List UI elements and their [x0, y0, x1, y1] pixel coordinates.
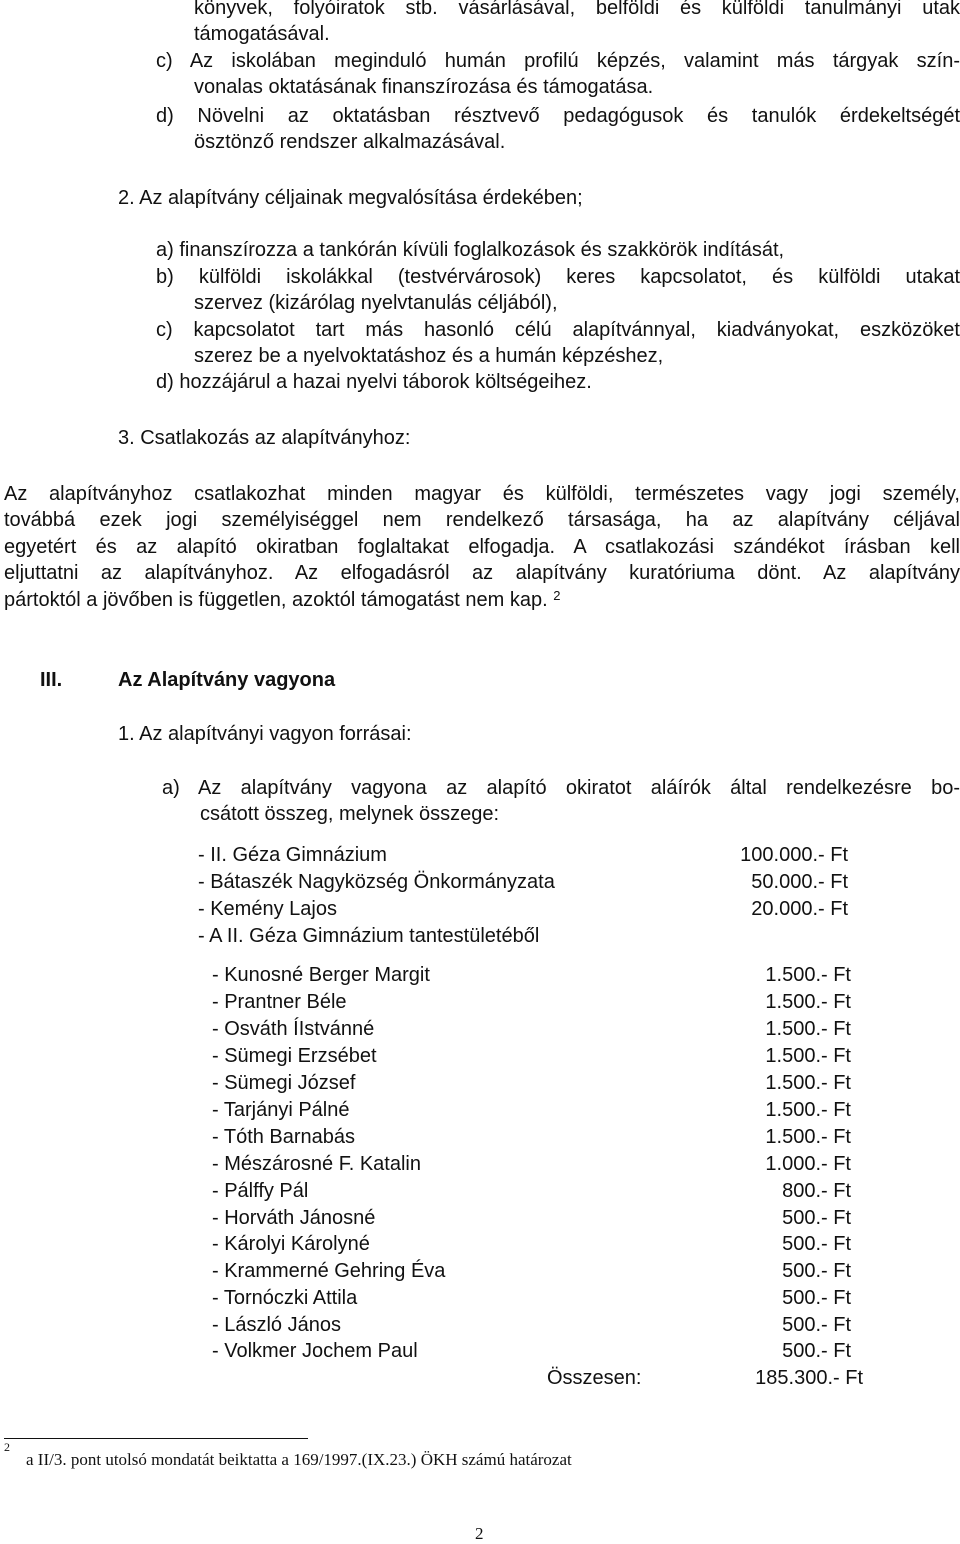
list-item-b: b) külföldi iskolákkal (testvérvárosok) keres kapcsolatot, és külföldi utakat: [156, 266, 960, 288]
total-amount: 185.300.- Ft: [755, 1367, 863, 1389]
text-line: szervez (kizárólag nyelvtanulás céljából),: [194, 292, 558, 314]
section-heading: 3. Csatlakozás az alapítványhoz:: [118, 427, 411, 449]
donor-group-label: - A II. Géza Gimnázium tantestületéből: [198, 925, 540, 947]
text-line: támogatásával.: [194, 23, 330, 45]
donor-name: - Tornóczki Attila: [212, 1287, 358, 1309]
donor-amount: 500.- Ft: [782, 1233, 851, 1255]
donor-amount: 500.- Ft: [782, 1287, 851, 1309]
donor-name: - Osváth ÍIstvánné: [212, 1018, 375, 1040]
donor-amount: 1.500.- Ft: [765, 1126, 851, 1148]
donor-name: - Sümegi József: [212, 1072, 356, 1094]
donor-name: - Tóth Barnabás: [212, 1126, 356, 1148]
donor-amount: 50.000.- Ft: [751, 871, 848, 893]
paragraph-line: pártoktól a jövőben is független, azoktól támogatást nem kap. $^2$: [4, 588, 561, 611]
text-line: csátott összeg, melynek összege:: [200, 803, 500, 825]
donor-name: - Horváth Jánosné: [212, 1207, 376, 1229]
donor-name: - Károlyi Károlyné: [212, 1233, 370, 1255]
list-item-a: a) Az alapítvány vagyona az alapító okiratot aláírók által rendelkezésre bo-: [162, 777, 960, 799]
donor-amount: 500.- Ft: [782, 1314, 851, 1336]
donor-name: - Volkmer Jochem Paul: [212, 1340, 418, 1362]
donor-name: - Sümegi Erzsébet: [212, 1045, 377, 1067]
donor-amount: 100.000.- Ft: [740, 844, 848, 866]
sub-heading: 1. Az alapítványi vagyon forrásai:: [118, 723, 412, 745]
donor-name: - Mészárosné F. Katalin: [212, 1153, 421, 1175]
donor-name: - Krammerné Gehring Éva: [212, 1260, 446, 1282]
list-item-c: c) Az iskolában meginduló humán profilú képzés, valamint más tárgyak szín-: [156, 50, 960, 72]
total-label: Összesen:: [547, 1367, 642, 1389]
footnote-number: 2: [4, 1440, 10, 1454]
donor-amount: 1.500.- Ft: [765, 1045, 851, 1067]
donor-name: - Prantner Béle: [212, 991, 347, 1013]
donor-amount: 1.500.- Ft: [765, 964, 851, 986]
chapter-title: Az Alapítvány vagyona: [118, 669, 336, 691]
donor-amount: 1.500.- Ft: [765, 1072, 851, 1094]
text-line: könyvek, folyóiratok stb. vásárlásával, belföldi és külföldi tanulmányi utak: [194, 0, 960, 19]
list-item-a: a) finanszírozza a tankórán kívüli foglalkozások és szakkörök indítását,: [156, 239, 785, 261]
donor-amount: 500.- Ft: [782, 1260, 851, 1282]
section-heading: 2. Az alapítvány céljainak megvalósítása érdekében;: [118, 187, 583, 209]
list-item-c: c) kapcsolatot tart más hasonló célú alapítvánnyal, kiadványokat, eszközöket: [156, 319, 960, 341]
paragraph-line: Az alapítványhoz csatlakozhat minden magyar és külföldi, természetes vagy jogi személy,: [4, 483, 960, 505]
paragraph-line: eljuttatni az alapítványhoz. Az elfogadásról az alapítvány kuratóriuma dönt. Az alapítvány: [4, 562, 960, 584]
footnote-divider: [4, 1438, 308, 1439]
donor-name: - Kemény Lajos: [198, 898, 337, 920]
donor-amount: 800.- Ft: [782, 1180, 851, 1202]
donor-amount: 1.500.- Ft: [765, 1099, 851, 1121]
donor-amount: 1.500.- Ft: [765, 1018, 851, 1040]
donor-amount: 1.000.- Ft: [765, 1153, 851, 1175]
donor-amount: 500.- Ft: [782, 1340, 851, 1362]
footnote-text: a II/3. pont utolsó mondatát beiktatta a 169/1997.(IX.23.) ÖKH számú határozat: [26, 1450, 572, 1469]
chapter-number: III.: [40, 669, 63, 691]
text-line: szerez be a nyelvoktatáshoz és a humán képzéshez,: [194, 345, 664, 367]
donor-name: - Pálffy Pál: [212, 1180, 309, 1202]
list-item-d: d) Növelni az oktatásban résztvevő pedagógusok és tanulók érdekeltségét: [156, 105, 960, 127]
donor-amount: 500.- Ft: [782, 1207, 851, 1229]
page-number: 2: [475, 1524, 484, 1543]
paragraph-line: továbbá ezek jogi személyiséggel nem rendelkező társasága, ha az alapítvány céljával: [4, 509, 960, 531]
donor-name: - Kunosné Berger Margit: [212, 964, 430, 986]
donor-amount: 20.000.- Ft: [751, 898, 848, 920]
donor-name: - Bátaszék Nagyközség Önkormányzata: [198, 871, 555, 893]
donor-name: - II. Géza Gimnázium: [198, 844, 387, 866]
text-line: ösztönző rendszer alkalmazásával.: [194, 131, 506, 153]
list-item-d: d) hozzájárul a hazai nyelvi táborok költségeihez.: [156, 371, 592, 393]
donor-amount: 1.500.- Ft: [765, 991, 851, 1013]
donor-name: - László János: [212, 1314, 341, 1336]
text-line: vonalas oktatásának finanszírozása és támogatása.: [194, 76, 654, 98]
footnote-reference: 2: [553, 588, 561, 603]
paragraph-line: egyetért és az alapító okiratban foglaltakat elfogadja. A csatlakozási szándékot írásban kell: [4, 536, 960, 558]
donor-name: - Tarjányi Pálné: [212, 1099, 350, 1121]
